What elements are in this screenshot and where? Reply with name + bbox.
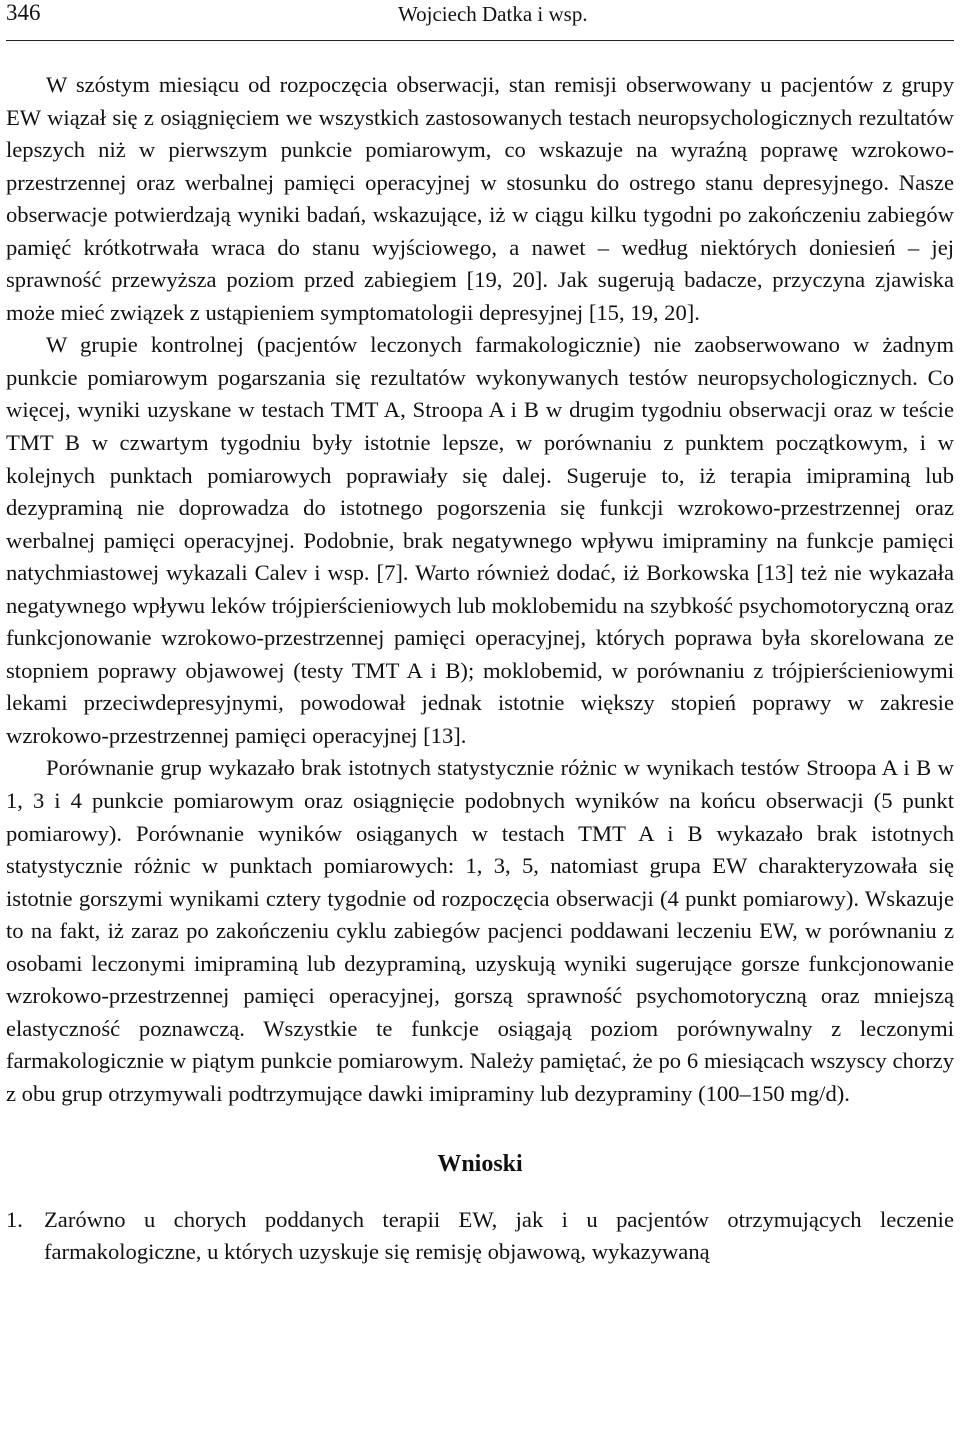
paragraph: Porównanie grup wykazało brak istotnych statystycznie różnic w wynikach testów Stroopa A i B w 1, 3 i 4 punkcie pomiarowym oraz osiągnięcie podobnych wyników na końcu obserwacji (5 punkt pomiarowy). Porównanie wyników osiąganych w testach TMT A i B wykazało brak istotnych statystycznie różnic w punktach pomiarowych: 1, 3, 5, natomiast grupa EW charakteryzowała się istotnie gorszymi wynikami cztery tygodnie od rozpoczęcia obserwacji (4 punkt pomiarowy). Wskazuje to na fakt, iż zaraz po zakończeniu cyklu zabiegów pacjenci poddawani leczeniu EW, w porównaniu z osobami leczonymi imipraminą lub dezypraminą, uzyskują wyniki sugerujące gorsze funkcjonowanie wzrokowo-przestrzennej pamięci operacyjnej, gorszą sprawność psychomotoryczną oraz mniejszą elastyczność poznawczą. Wszystkie te funkcje osiągają poziom porównywalny z leczonymi farmakologicznie w piątym punkcie pomiarowym. Należy pamiętać, że po 6 miesiącach wszyscy chorzy z obu grup otrzymywali podtrzymujące dawki imipraminy lub dezypraminy (100–150 mg/d). — [6, 755, 954, 1106]
conclusion-number: 1. — [6, 1206, 23, 1232]
conclusion-item — [6, 1204, 954, 1269]
running-head: Wojciech Datka i wsp. — [398, 2, 588, 26]
conclusions-list — [6, 1204, 954, 1269]
body-text — [6, 69, 954, 1111]
page-number: 346 — [6, 0, 41, 25]
section-heading-conclusions: Wnioski — [437, 1150, 523, 1177]
paragraph: W grupie kontrolnej (pacjentów leczonych farmakologicznie) nie zaobserwowano w żadnym punkcie pomiarowym pogarszania się rezultatów wykonywanych testów neuropsychologicznych. Co więcej, wyniki uzyskane w testach TMT A, Stroopa A i B w drugim tygodniu obserwacji oraz w teście TMT B w czwartym tygodniu były istotnie lepsze, w porównaniu z punktem początkowym, i w kolejnych punktach pomiarowych poprawiały się dalej. Sugeruje to, iż terapia imipraminą lub dezypraminą nie doprowadza do istotnego pogorszenia się funkcji wzrokowo-przestrzennej oraz werbalnej pamięci operacyjnej. Podobnie, brak negatywnego wpływu imipraminy na funkcje pamięci natychmiastowej wykazali Calev i wsp. [7]. Warto również dodać, iż Borkowska [13] też nie wykazała negatywnego wpływu leków trójpierścieniowych lub moklobemidu na szybkość psychomotoryczną oraz funkcjonowanie wzrokowo-przestrzennej pamięci operacyjnej, których poprawa była skorelowana ze stopniem poprawy objawowej (testy TMT A i B); moklobemid, w porównaniu z trójpierścieniowymi lekami przeciwdepresyjnymi, powodował jednak istotnie większy stopień poprawy w zakresie wzrokowo-przestrzennej pamięci operacyjnej [13]. — [6, 332, 954, 748]
paragraph: W szóstym miesiącu od rozpoczęcia obserwacji, stan remisji obserwowany u pacjentów z grupy EW wiązał się z osiągnięciem we wszystkich zastosowanych testach neuropsychologicznych rezultatów lepszych niż w pierwszym punkcie pomiarowym, co wskazuje na wyraźną poprawę wzrokowo-przestrzennej oraz werbalnej pamięci operacyjnej w stosunku do ostrego stanu depresyjnego. Nasze obserwacje potwierdzają wyniki badań, wskazujące, iż w ciągu kilku tygodni po zakończeniu zabiegów pamięć krótkotrwała wraca do stanu wyjściowego, a nawet – według niektórych doniesień – jej sprawność przewyższa poziom przed zabiegiem [19, 20]. Jak sugerują badacze, przyczyna zjawiska może mieć związek z ustąpieniem symptomatologii depresyjnej [15, 19, 20]. — [6, 72, 954, 325]
document-page — [6, 0, 954, 1269]
conclusion-text: Zarówno u chorych poddanych terapii EW, jak i u pacjentów otrzymujących leczenie farmakologiczne, u których uzyskuje się remisję objawową, wykazywaną — [44, 1206, 954, 1265]
page-header — [6, 0, 954, 41]
